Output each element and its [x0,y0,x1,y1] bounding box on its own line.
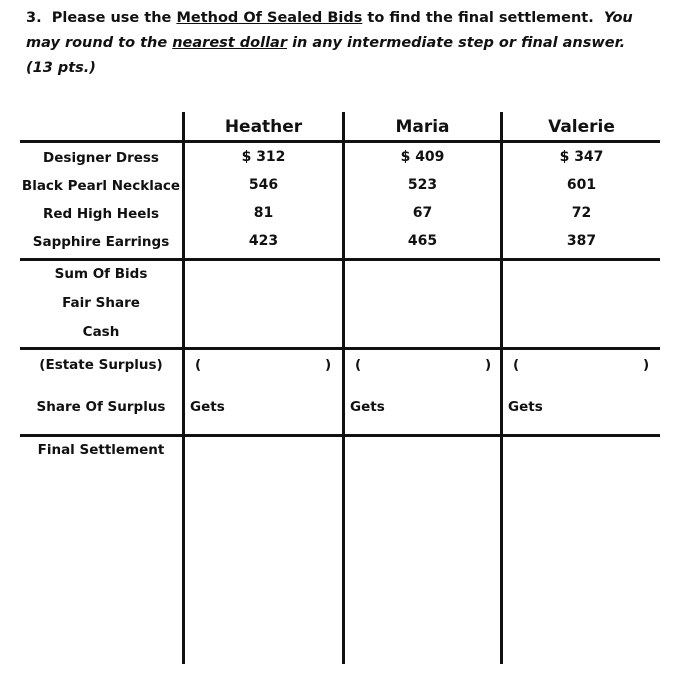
column-divider-3 [500,112,503,664]
open-paren: ( [195,357,202,373]
item-label: Black Pearl Necklace [21,178,181,194]
bid-cell: $ 409 [400,149,445,165]
item-label: Red High Heels [42,206,160,222]
bid-cell: $ 347 [559,149,604,165]
item-label: Designer Dress [43,150,159,166]
header-heather: Heather [224,117,303,137]
bid-cell: 423 [248,233,279,249]
item-label: Sapphire Earrings [32,234,170,250]
question-line1-pre: Please use the [51,10,172,26]
fair-share-label: Fair Share [62,295,140,311]
question-line2-post: in any intermediate step or final answer. [292,35,626,51]
points: (13 pts.) [26,60,96,76]
cash-label: Cash [82,324,120,340]
question-you: You [603,10,633,26]
bid-cell: 81 [253,205,274,221]
question-line2-pre: may round to the [26,35,168,51]
gets-label: Gets [508,399,543,415]
bid-cell: 546 [248,177,279,193]
header-maria: Maria [395,117,450,137]
question-text [26,6,686,81]
method-name: Method Of Sealed Bids [176,10,363,26]
bid-cell: 387 [566,233,597,249]
header-rule [20,140,660,143]
bid-cell: 601 [566,177,597,193]
summary-rule [20,347,660,350]
final-settlement-label: Final Settlement [37,442,165,458]
estate-surplus-label: (Estate Surplus) [39,357,163,373]
close-paren: ) [643,357,650,373]
sum-of-bids-label: Sum Of Bids [54,266,148,282]
close-paren: ) [485,357,492,373]
gets-label: Gets [190,399,225,415]
close-paren: ) [325,357,332,373]
column-divider-1 [182,112,185,664]
surplus-rule [20,434,660,437]
open-paren: ( [355,357,362,373]
header-valerie: Valerie [548,117,615,137]
gets-label: Gets [350,399,385,415]
nearest-dollar: nearest dollar [172,35,287,51]
bid-cell: 72 [571,205,592,221]
items-rule [20,258,660,261]
share-of-surplus-label: Share Of Surplus [36,399,166,415]
bid-cell: 465 [407,233,438,249]
question-number: 3. [26,10,42,26]
bid-cell: 67 [412,205,433,221]
question-line1-post: to find the final settlement. [367,10,594,26]
bid-cell: 523 [407,177,438,193]
column-divider-2 [342,112,345,664]
bid-cell: $ 312 [241,149,286,165]
open-paren: ( [513,357,520,373]
